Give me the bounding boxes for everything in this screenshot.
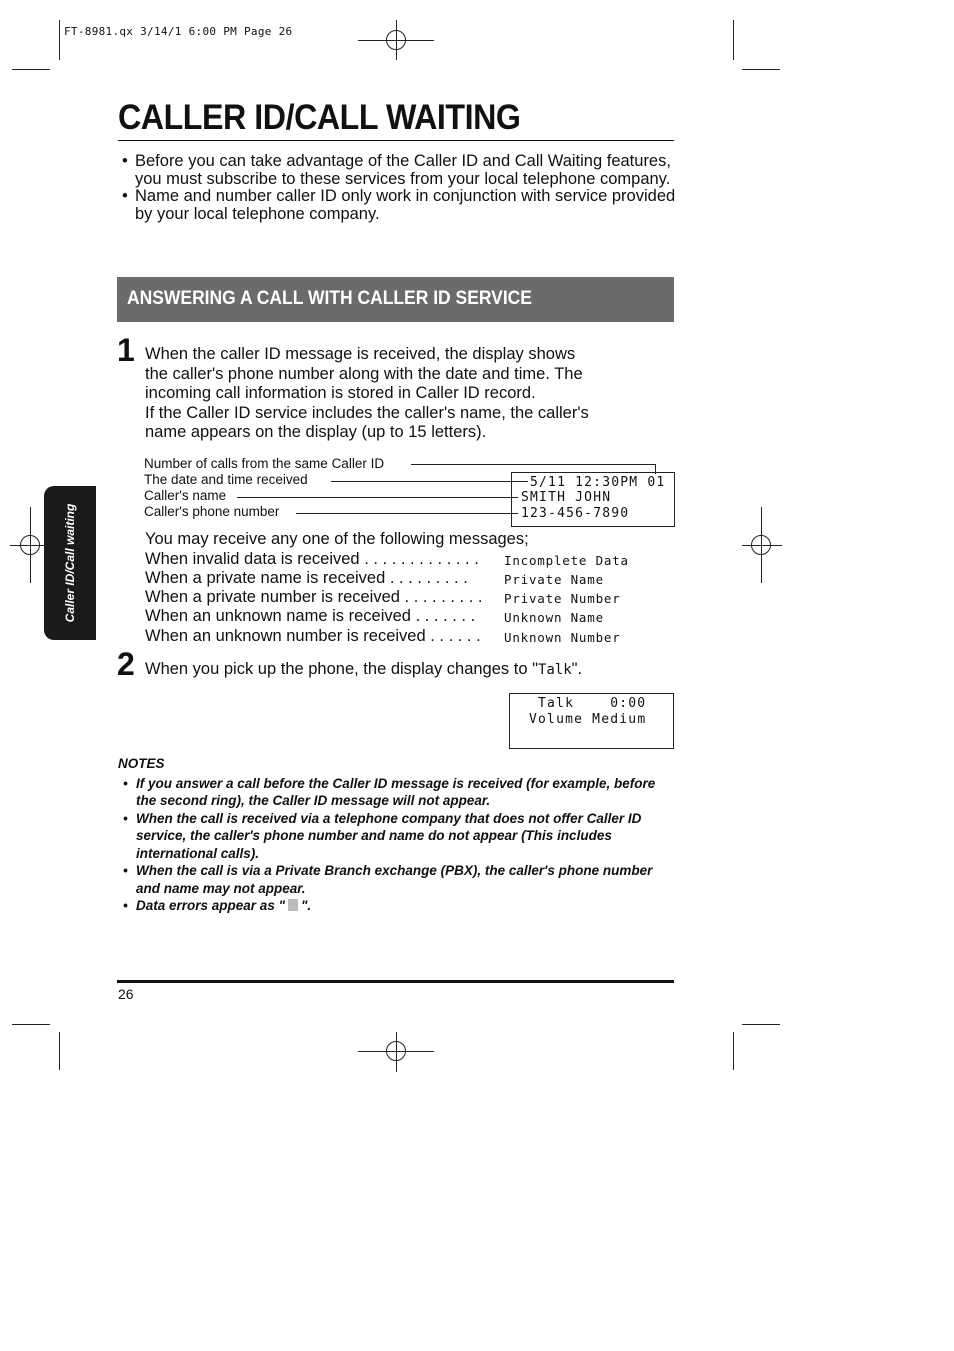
display-line: Volume Medium xyxy=(529,712,647,727)
crop-mark xyxy=(742,1024,780,1025)
display-line: SMITH JOHN xyxy=(521,490,612,505)
leader-dots: . . . . . . . . . xyxy=(399,588,483,606)
message-row xyxy=(145,627,481,646)
footer-rule xyxy=(117,980,674,983)
bullet-icon: • xyxy=(123,863,128,878)
diagram-label-datetime: The date and time received xyxy=(144,472,308,487)
notes xyxy=(118,755,678,915)
display-line: Talk 0:00 xyxy=(538,696,647,711)
display-line: 5/11 12:30PM 01 xyxy=(530,475,666,490)
diagram-label-name: Caller's name xyxy=(144,488,227,503)
step1-line: the caller's phone number along with the date and time. The xyxy=(145,364,583,383)
message-code: Unknown Number xyxy=(504,630,621,645)
step2-text-before: When you pick up the phone, the display changes to " xyxy=(145,660,538,678)
step-number: 2 xyxy=(117,646,135,682)
intro-item xyxy=(122,153,682,188)
bullet-icon: • xyxy=(122,187,128,205)
talk-display xyxy=(509,693,674,749)
error-block-icon xyxy=(288,899,298,911)
diagram-label-count: Number of calls from the same Caller ID xyxy=(144,456,385,471)
registration-mark-circle xyxy=(751,535,771,555)
title-rule xyxy=(118,140,674,141)
step1-line: name appears on the display (up to 15 letters). xyxy=(145,423,487,441)
note-item xyxy=(118,862,678,897)
note-text: If you answer a call before the Caller ID message is received (for example, before the second ring), the Caller ID message will not appear. xyxy=(136,775,656,808)
step1-line: If the Caller ID service includes the caller's name, the caller's xyxy=(145,403,589,422)
message-label: When a private number is received xyxy=(145,588,400,606)
crop-mark xyxy=(12,69,50,70)
step2-code: Talk xyxy=(537,662,572,678)
leader-dots: . . . . . . . . . . . . . xyxy=(359,550,479,568)
note-item xyxy=(118,897,678,915)
message-code: Unknown Name xyxy=(504,610,604,625)
message-label: When an unknown name is received xyxy=(145,607,411,625)
step2-text-after: ". xyxy=(571,660,583,678)
message-label: When invalid data is received xyxy=(145,550,360,568)
registration-mark-circle xyxy=(386,1041,406,1061)
display-line: 123-456-7890 xyxy=(521,506,630,521)
message-row xyxy=(145,588,482,607)
note-text: When the call is received via a telephone company that does not offer Caller ID service, the caller's phone number and name do not appear (This includes international calls). xyxy=(136,810,642,861)
step2-text xyxy=(145,660,582,681)
bullet-icon: • xyxy=(123,810,128,826)
notes-heading: NOTES xyxy=(118,756,165,771)
caller-id-display xyxy=(511,472,675,527)
leader-line xyxy=(296,513,518,514)
print-slug: FT-8981.qx 3/14/1 6:00 PM Page 26 xyxy=(64,25,293,38)
leader-line xyxy=(411,464,655,465)
note-text: When the call is via a Private Branch exchange (PBX), the caller's phone number and name may not appear. xyxy=(136,863,653,896)
page-title: CALLER ID/CALL WAITING xyxy=(118,98,521,137)
intro-text: Before you can take advantage of the Caller ID and Call Waiting features, you must subscribe to these services from your local telephone company. xyxy=(135,152,671,188)
note-item xyxy=(118,775,678,810)
leader-dots: . . . . . . . . . xyxy=(385,569,468,587)
messages-intro: You may receive any one of the following messages; xyxy=(145,530,529,548)
registration-mark-circle xyxy=(386,30,406,50)
step1-line: When the caller ID message is received, the display shows xyxy=(145,345,576,363)
diagram-label-number: Caller's phone number xyxy=(144,504,280,519)
leader-line xyxy=(331,481,514,482)
intro-item xyxy=(122,188,682,223)
crop-mark xyxy=(733,20,734,60)
note-text: Data errors appear as " ". xyxy=(136,898,312,913)
leader-dots: . . . . . . xyxy=(425,627,481,645)
crop-mark xyxy=(12,1024,50,1025)
side-tab-label: Caller ID/Call waiting xyxy=(63,503,77,623)
message-row xyxy=(145,569,468,588)
page-number: 26 xyxy=(118,986,134,1002)
message-label: When a private name is received xyxy=(145,569,386,587)
step1-line: incoming call information is stored in Caller ID record. xyxy=(145,384,536,402)
registration-mark-circle xyxy=(20,535,40,555)
crop-mark xyxy=(59,1032,60,1070)
step1-text xyxy=(145,345,665,443)
intro-text: Name and number caller ID only work in conjunction with service provided by your local telephone company. xyxy=(135,187,676,223)
leader-dots: . . . . . . . xyxy=(410,607,476,625)
message-row xyxy=(145,550,479,569)
section-heading: ANSWERING A CALL WITH CALLER ID SERVICE xyxy=(127,288,532,309)
message-code: Private Name xyxy=(504,572,604,587)
message-code: Private Number xyxy=(504,591,621,606)
bullet-icon: • xyxy=(122,152,128,170)
crop-mark xyxy=(742,69,780,70)
bullet-icon: • xyxy=(123,775,128,791)
message-code: Incomplete Data xyxy=(504,553,629,568)
message-row xyxy=(145,607,475,626)
step-number: 1 xyxy=(117,332,135,368)
crop-mark xyxy=(733,1032,734,1070)
intro-list xyxy=(122,153,682,223)
message-label: When an unknown number is received xyxy=(145,627,426,645)
leader-line xyxy=(237,497,518,498)
bullet-icon: • xyxy=(123,898,128,913)
note-item xyxy=(118,810,678,863)
crop-mark xyxy=(59,20,60,60)
